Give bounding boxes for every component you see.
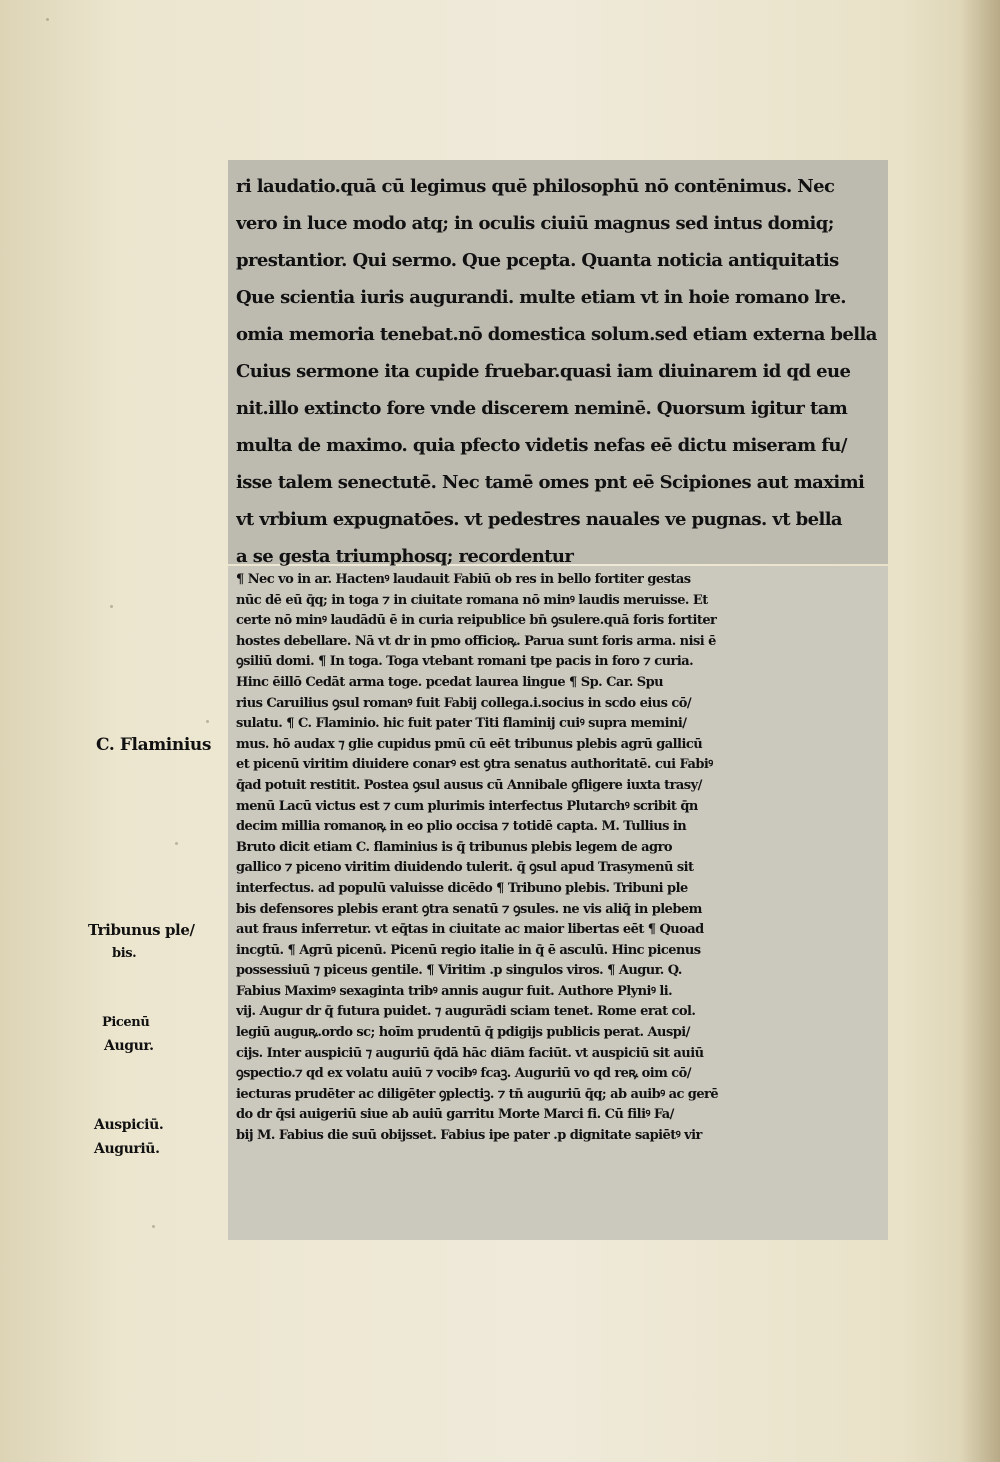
margin-notes — [0, 0, 230, 1462]
page-gutter-shadow — [960, 0, 1000, 1462]
commentary-line: bij M. Fabius die suū obijsset. Fabius ipe pater .p dignitate sapiētꝰ vir — [236, 1128, 702, 1144]
paper-speck — [175, 842, 178, 845]
margin-note-auspicium: Auspiciū. — [94, 1117, 164, 1133]
commentary-line: bis defensores plebis erant ꝯtra senatū ⁊ ꝯsules. ne vis aliq̄ in plebem — [236, 901, 702, 917]
commentary-line — [236, 1188, 884, 1209]
main-text-line: multa de maximo. quia pfecto videtis nefas eē dictu miseram fu/ — [236, 435, 847, 456]
commentary-line: ¶ Nec vo in ar. Hactenꝰ laudauit Fabiū ob res in bello fortiter gestas — [236, 572, 691, 587]
commentary-text — [236, 570, 884, 1208]
main-text-line: nit.illo extincto fore vnde discerem neminē. Quorsum igitur tam — [236, 398, 848, 419]
commentary-line: Fabius Maximꝰ sexaginta tribꝰ annis augur fuit. Authore Plyniꝰ li. — [236, 983, 673, 999]
main-text — [236, 168, 884, 575]
commentary-line: ꝯspectio.⁊ qd ex volatu auiū ⁊ vocibꝰ fcaꝫ. Auguriū vo qd reꝶ oim cō/ — [236, 1066, 691, 1082]
commentary-line: do dr q̄si auigeriū siue ab auiū garritu Morte Marci fi. Cū filiꝰ Fa/ — [236, 1107, 674, 1123]
commentary-line: rius Caruilius ꝯsul romanꝰ fuit Fabij collega.i.socius in scdo eius cō/ — [236, 695, 692, 711]
main-text-line: a se gesta triumphosq; recordentur — [236, 546, 574, 567]
commentary-line: ꝯsiliū domi. ¶ In toga. Toga vtebant romani tpe pacis in foro ⁊ curia. — [236, 654, 694, 670]
commentary-line: sulatu. ¶ C. Flaminio. hic fuit pater Titi flaminij cuiꝰ supra memini/ — [236, 716, 687, 732]
commentary-line: cijs. Inter auspiciū ⁊ auguriū q̄dā hāc diām faciūt. vt auspiciū sit auiū — [236, 1045, 704, 1061]
margin-note-tribunus: Tribunus ple/ — [88, 921, 195, 939]
margin-note-flaminius: C. Flaminius — [96, 735, 212, 755]
main-text-line: vero in luce modo atq; in oculis ciuiū magnus sed intus domiq; — [236, 213, 834, 234]
main-text-line: isse talem senectutē. Nec tamē omes pnt eē Scipiones aut maximi — [236, 472, 865, 493]
commentary-line: nūc dē eū q̄q; in toga ⁊ in ciuitate romana nō minꝰ laudis meruisse. Et — [236, 592, 708, 608]
commentary-line — [236, 1147, 884, 1168]
commentary-line: hostes debellare. Nā vt dr in pmo officioꝶ. Parua sunt foris arma. nisi ē — [236, 633, 716, 649]
commentary-line: mus. hō audax ⁊ glie cupidus pmū cū eēt tribunus plebis agrū gallicū — [236, 736, 703, 752]
main-text-line: omia memoria tenebat.nō domestica solum.sed etiam externa bella — [236, 324, 877, 345]
commentary-line: q̄ad potuit restitit. Postea ꝯsul ausus cū Annibale ꝯfligere iuxta trasy/ — [236, 777, 702, 793]
commentary-line: possessiuū ⁊ piceus gentile. ¶ Viritim .p singulos viros. ¶ Augur. Q. — [236, 963, 682, 979]
commentary-line: vij. Augur dr q̄ futura puidet. ⁊ augurādi sciam tenet. Rome erat col. — [236, 1004, 696, 1020]
commentary-line: gallico ⁊ piceno viritim diuidendo tulerit. q̄ ꝯsul apud Trasymenū sit — [236, 860, 694, 876]
commentary-line: decim millia romanoꝶ in eo plio occisa ⁊ totidē capta. M. Tullius in — [236, 819, 687, 835]
commentary-line: certe nō minꝰ laudādū ē in curia reipublice bn̄ ꝯsulere.quā foris fortiter — [236, 613, 717, 629]
commentary-line: et picenū viritim diuidere conarꝰ est ꝯtra senatus authoritatē. cui Fabiꝰ — [236, 757, 713, 773]
commentary-line: Hinc ēillō Cedāt arma toge. pcedat laurea lingue ¶ Sp. Car. Spu — [236, 674, 664, 690]
paper-speck — [152, 1225, 155, 1228]
commentary-line — [236, 1167, 884, 1188]
main-text-line: Que scientia iuris augurandi. multe etiam vt in hoie romano lre. — [236, 287, 846, 308]
margin-note-augur: Augur. — [104, 1038, 154, 1054]
main-text-line: prestantior. Qui sermo. Que pcepta. Quanta noticia antiquitatis — [236, 250, 839, 271]
main-text-line: Cuius sermone ita cupide fruebar.quasi iam diuinarem id qd eue — [236, 361, 851, 382]
main-text-line: vt vrbium expugnatōes. vt pedestres nauales ve pugnas. vt bella — [236, 509, 842, 530]
paper-speck — [206, 720, 209, 723]
paper-speck — [46, 18, 49, 21]
commentary-line: aut fraus inferretur. vt eq̄tas in ciuitate ac maior libertas eēt ¶ Quoad — [236, 922, 704, 938]
commentary-line: incgtū. ¶ Agrū picenū. Picenū regio italie in q̄ ē asculū. Hinc picenus — [236, 942, 701, 958]
paper-speck — [110, 605, 113, 608]
margin-note-picenum: Picenū — [102, 1015, 150, 1030]
commentary-line: iecturas prudēter ac diligēter ꝯplectiꝫ. ⁊ tn̄ auguriū q̄q; ab auibꝰ ac gerē — [236, 1086, 719, 1102]
margin-note-tribunus-cont: bis. — [112, 946, 137, 961]
commentary-line: legiū auguꝶ.ordo sc; hoīm prudentū q̄ pdigijs publicis perat. Auspi/ — [236, 1025, 690, 1041]
main-text-line: ri laudatio.quā cū legimus quē philosophū nō contēnimus. Nec — [236, 176, 835, 197]
commentary-line: interfectus. ad populū valuisse dicēdo ¶ Tribuno plebis. Tribuni ple — [236, 880, 688, 896]
commentary-line: Bruto dicit etiam C. flaminius is q̄ tribunus plebis legem de agro — [236, 839, 673, 855]
commentary-line: menū Lacū victus est ⁊ cum plurimis interfectus Plutarchꝰ scribit q̄n — [236, 798, 698, 814]
margin-note-augurium: Auguriū. — [94, 1141, 160, 1157]
